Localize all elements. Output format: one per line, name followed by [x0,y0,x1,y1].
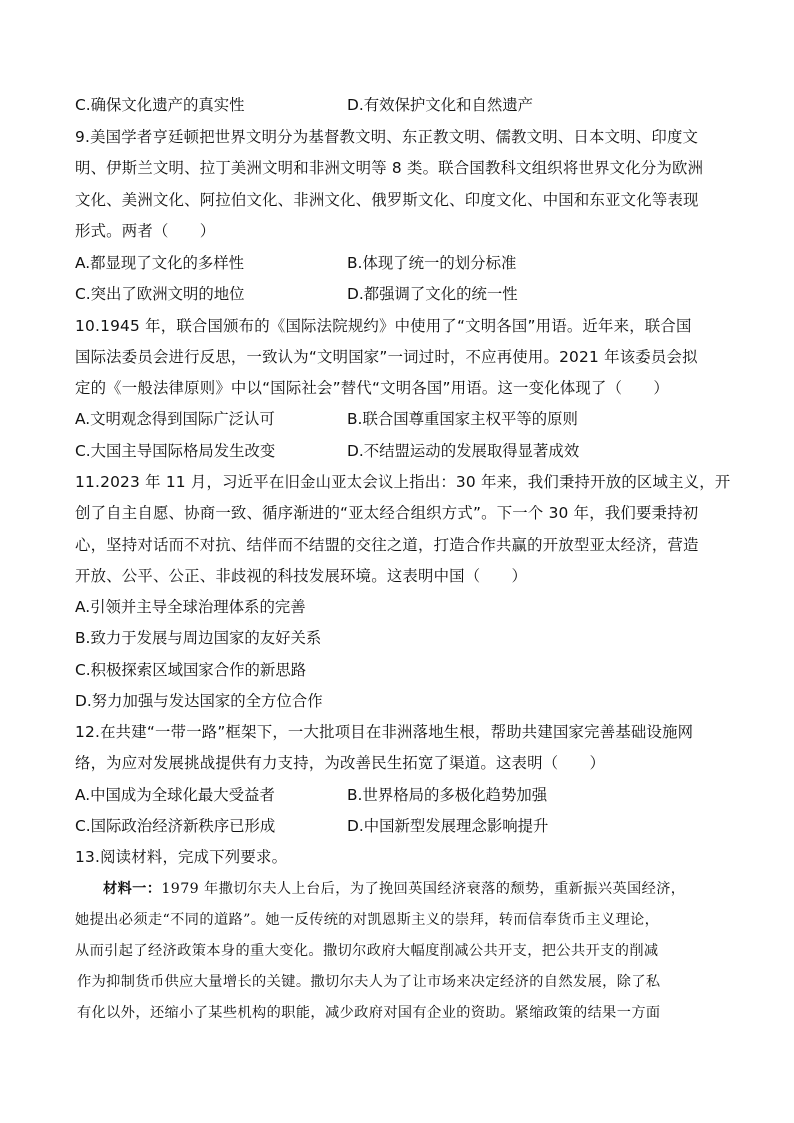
q10-option-b: B.联合国尊重国家主权平等的原则 [347,410,578,428]
q10-option-c: C.大国主导国际格局发生改变 [75,442,276,460]
q11-stem-line: 心，坚持对话而不对抗、结伴而不结盟的交往之道，打造合作共赢的开放型亚太经济，营造 [75,536,699,554]
q10-stem-line: 定的《一般法律原则》中以“国际社会”替代“文明各国”用语。这一变化体现了（ ） [75,379,669,397]
q11-stem-line: 11.2023 年 11 月，习近平在旧金山亚太会议上指出：30 年来，我们秉持开放的区域主义，开 [75,473,731,491]
q11-option-b: B.致力于发展与周边国家的友好关系 [75,629,322,647]
q10-option-a: A.文明观念得到国际广泛认可 [75,410,275,428]
q8-option-c: C.确保文化遗产的真实性 [75,96,245,114]
q11-stem-line: 开放、公平、公正、非歧视的科技发展环境。这表明中国（ ） [75,567,528,585]
material-text: 1979 年撒切尔夫人上台后，为了挽回英国经济衰落的颓势，重新振兴英国经济， [161,881,686,897]
q13-material-line: 从而引起了经济政策本身的重大变化。撒切尔政府大幅度削减公共开支，把公共开支的削减 [75,943,659,959]
q11-option-d: D.努力加强与发达国家的全方位合作 [75,692,323,710]
q10-stem-line: 国际法委员会进行反思，一致认为“文明国家”一词过时，不应再使用。2021 年该委员会拟 [75,348,698,366]
q12-option-c: C.国际政治经济新秩序已形成 [75,817,276,835]
q9-stem-line: 文化、美洲文化、阿拉伯文化、非洲文化、俄罗斯文化、印度文化、中国和东亚文化等表现 [75,191,699,209]
q12-option-d: D.中国新型发展理念影响提升 [347,817,549,835]
q13-material-line [103,879,685,899]
q10-option-d: D.不结盟运动的发展取得显著成效 [347,442,580,460]
q12-option-b: B.世界格局的多极化趋势加强 [347,786,548,804]
q13-material-line: 有化以外，还缩小了某些机构的职能，减少政府对国有企业的资助。紧缩政策的结果一方面 [77,1005,661,1021]
q10-stem-line: 10.1945 年，联合国颁布的《国际法院规约》中使用了“文明各国”用语。近年来，联合国 [75,317,692,335]
q13-material-line: 她提出必须走“不同的道路”。她一反传统的对凯恩斯主义的崇拜，转而信奉货币主义理论， [75,912,660,928]
q9-stem-line: 9.美国学者亨廷顿把世界文明分为基督教文明、东正教文明、儒教文明、日本文明、印度文 [75,128,699,146]
q9-stem-line: 形式。两者（ ） [75,222,216,240]
q8-option-d: D.有效保护文化和自然遗产 [347,96,534,114]
q12-option-a: A.中国成为全球化最大受益者 [75,786,275,804]
q9-stem-line: 明、伊斯兰文明、拉丁美洲文明和非洲文明等 8 类。联合国教科文组织将世界文化分为欧洲 [75,159,704,177]
material-label: 材料一： [103,881,162,897]
q12-stem-line: 络，为应对发展挑战提供有力支持，为改善民生拓宽了渠道。这表明（ ） [75,754,606,772]
q9-option-b: B.体现了统一的划分标准 [347,254,517,272]
q11-option-a: A.引领并主导全球治理体系的完善 [75,598,306,616]
q13-material-line: 作为抑制货币供应大量增长的关键。撒切尔夫人为了让市场来决定经济的自然发展，除了私 [77,974,661,990]
q9-option-c: C.突出了欧洲文明的地位 [75,285,245,303]
q9-option-d: D.都强调了文化的统一性 [347,285,518,303]
q11-option-c: C.积极探索区域国家合作的新思路 [75,661,307,679]
q9-option-a: A.都显现了文化的多样性 [75,254,245,272]
q12-stem-line: 12.在共建“一带一路”框架下，一大批项目在非洲落地生根，帮助共建国家完善基础设施网 [75,723,694,741]
q11-stem-line: 创了自主自愿、协商一致、循序渐进的“亚太经合组织方式”。下一个 30 年，我们要秉持初 [75,504,699,522]
q13-intro: 13.阅读材料，完成下列要求。 [75,848,288,866]
